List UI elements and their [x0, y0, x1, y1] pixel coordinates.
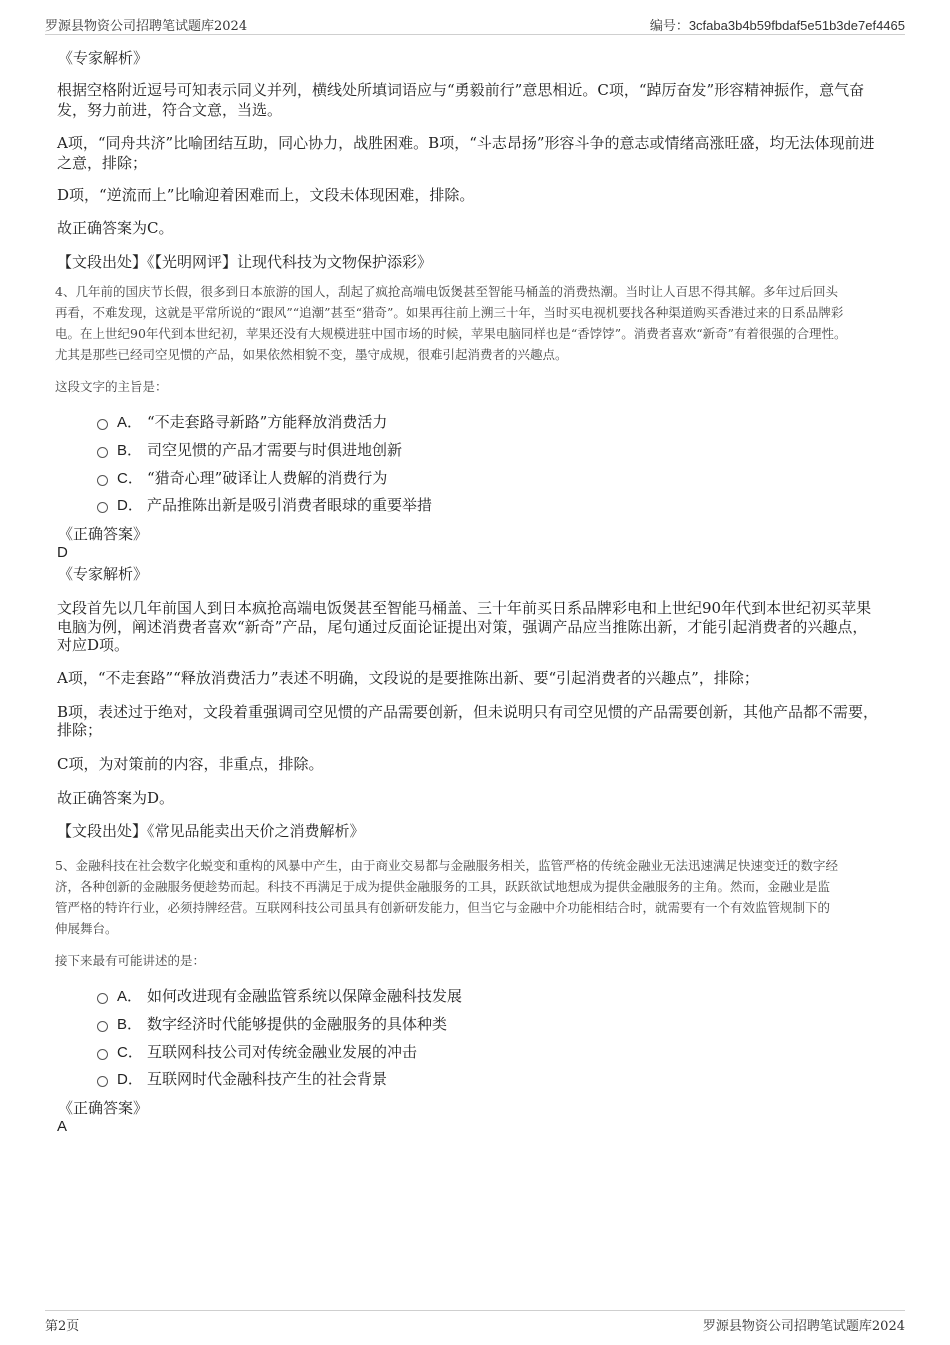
q4-analysis-p1-line2: 电脑为例，阐述消费者喜欢“新奇”产品，尾句通过反面论证提出对策，强调产品应当推陈出新，才能引起消费者的兴趣点，	[57, 618, 868, 636]
footer-title: 罗源县物资公司招聘笔试题库2024	[702, 1319, 905, 1334]
option-text: 互联网科技公司对传统金融业发展的冲击	[147, 1042, 418, 1061]
header-code-value: 3cfaba3b4b59fbdaf5e51b3de7ef4465	[688, 18, 905, 33]
q4-option-d[interactable]	[97, 493, 432, 515]
q3-analysis-p3: D项，“逆流而上”比喻迎着困难而上，文段未体现困难，排除。	[57, 186, 475, 204]
q3-analysis-p2-line1: A项，“同舟共济”比喻团结互助，同心协力，战胜困难。B项，“斗志昂扬”形容斗争的意志或情绪高涨旺盛，均无法体现前进	[57, 134, 875, 152]
option-letter: D．	[117, 1070, 143, 1088]
q4-analysis-p2: A项，“不走套路”“释放消费活力”表述不明确，文段说的是要推陈出新、要“引起消费者的兴趣点”，排除；	[57, 669, 759, 687]
radio-icon[interactable]	[97, 993, 108, 1004]
option-text: 如何改进现有金融监管系统以保障金融科技发展	[147, 986, 463, 1005]
q3-analysis-p2-line2: 之意，排除；	[57, 154, 148, 172]
footer-page-number: 第2页	[45, 1319, 80, 1334]
q4-option-b[interactable]	[97, 438, 402, 460]
q4-text-line3: 电。在上世纪90年代到本世纪初，苹果还没有大规模进驻中国市场的时候，苹果电脑同样也是“香饽饽”。消费者喜欢“新奇”有着很强的合理性。	[55, 326, 847, 341]
q3-analysis-p1-line2: 发，努力前进，符合文意，当选。	[57, 101, 283, 119]
q4-text-line4: 尤其是那些已经司空见惯的产品，如果依然相貌不变，墨守成规，很难引起消费者的兴趣点。	[55, 347, 568, 362]
q3-conclusion: 故正确答案为C。	[57, 219, 174, 237]
q4-source: 【文段出处】《常见品能卖出天价之消费解析》	[57, 822, 365, 840]
header-code	[650, 15, 905, 34]
q4-text-line1: 4、几年前的国庆节长假，很多到日本旅游的国人，刮起了疯抢高端电饭煲甚至智能马桶盖的消费热潮。当时让人百思不得其解。多年过后回头	[55, 284, 838, 299]
radio-icon[interactable]	[97, 419, 108, 430]
q5-text-line1: 5、金融科技在社会数字化蜕变和重构的风暴中产生，由于商业交易都与金融服务相关，监管严格的传统金融业无法迅速满足快速变迁的数字经	[55, 858, 838, 873]
q5-option-c[interactable]	[97, 1040, 417, 1062]
q5-text-line4: 伸展舞台。	[55, 921, 118, 936]
option-text: 互联网时代金融科技产生的社会背景	[147, 1069, 388, 1088]
radio-icon[interactable]	[97, 1021, 108, 1032]
option-text: “不走套路寻新路”方能释放消费活力	[147, 412, 388, 431]
header-code-label: 编号：	[649, 19, 689, 34]
q4-text-line2: 再看，不难发现，这就是平常所说的“跟风”“追潮”甚至“猎奇”。如果再往前上溯三十年，当时买电视机要找各种渠道购买香港过来的日系品牌彩	[55, 305, 844, 320]
q4-analysis-p3-line2: 排除；	[57, 721, 103, 739]
q3-analysis-heading: 《专家解析》	[58, 49, 149, 67]
q4-prompt: 这段文字的主旨是：	[55, 379, 168, 394]
q5-option-b[interactable]	[97, 1012, 447, 1034]
option-letter: C．	[117, 469, 143, 487]
radio-icon[interactable]	[97, 447, 108, 458]
option-text: 司空见惯的产品才需要与时俱进地创新	[147, 440, 403, 459]
option-text: “猎奇心理”破译让人费解的消费行为	[147, 468, 388, 487]
q4-answer: D	[57, 544, 68, 561]
q5-answer: A	[57, 1118, 68, 1135]
option-letter: C．	[117, 1043, 143, 1061]
q4-analysis-heading: 《专家解析》	[58, 565, 149, 583]
header-title: 罗源县物资公司招聘笔试题库2024	[45, 19, 248, 34]
radio-icon[interactable]	[97, 502, 108, 513]
q4-analysis-p1-line1: 文段首先以几年前国人到日本疯抢高端电饭煲甚至智能马桶盖、三十年前买日系品牌彩电和上世纪90年代到本世纪初买苹果	[57, 599, 872, 617]
q3-analysis-p1-line1: 根据空格附近逗号可知表示同义并列，横线处所填词语应与“勇毅前行”意思相近。C项，“踔厉奋发”形容精神振作，意气奋	[57, 81, 865, 99]
header-divider	[45, 34, 905, 35]
option-letter: A．	[117, 987, 143, 1005]
radio-icon[interactable]	[97, 1049, 108, 1060]
radio-icon[interactable]	[97, 475, 108, 486]
q4-option-c[interactable]	[97, 466, 387, 488]
q4-option-a[interactable]	[97, 410, 387, 432]
radio-icon[interactable]	[97, 1076, 108, 1087]
q4-analysis-p1-line3: 对应D项。	[57, 636, 130, 654]
option-letter: B．	[117, 441, 143, 459]
option-letter: A．	[117, 413, 143, 431]
option-text: 产品推陈出新是吸引消费者眼球的重要举措	[147, 495, 433, 514]
q4-conclusion: 故正确答案为D。	[57, 789, 175, 807]
option-text: 数字经济时代能够提供的金融服务的具体种类	[147, 1014, 448, 1033]
option-letter: D．	[117, 496, 143, 514]
q4-analysis-p3-line1: B项，表述过于绝对，文段着重强调司空见惯的产品需要创新，但未说明只有司空见惯的产品需要创新，其他产品都不需要，	[57, 703, 879, 721]
footer-divider	[45, 1310, 905, 1311]
q3-source: 【文段出处】《【光明网评】让现代科技为文物保护添彩》	[57, 253, 433, 271]
q5-text-line3: 管严格的特许行业，必须持牌经营。互联网科技公司虽具有创新研发能力，但当它与金融中介功能相结合时，就需要有一个有效监管规制下的	[55, 900, 831, 915]
q4-answer-heading: 《正确答案》	[58, 525, 149, 543]
q5-answer-heading: 《正确答案》	[58, 1099, 149, 1117]
q5-option-a[interactable]	[97, 984, 462, 1006]
q5-option-d[interactable]	[97, 1067, 387, 1089]
q4-analysis-p4: C项，为对策前的内容，非重点，排除。	[57, 755, 324, 773]
q5-prompt: 接下来最有可能讲述的是：	[55, 953, 206, 968]
q5-text-line2: 济，各种创新的金融服务便趁势而起。科技不再满足于成为提供金融服务的工具，跃跃欲试地想成为提供金融服务的主角。然而，金融业是监	[55, 879, 831, 894]
option-letter: B．	[117, 1015, 143, 1033]
